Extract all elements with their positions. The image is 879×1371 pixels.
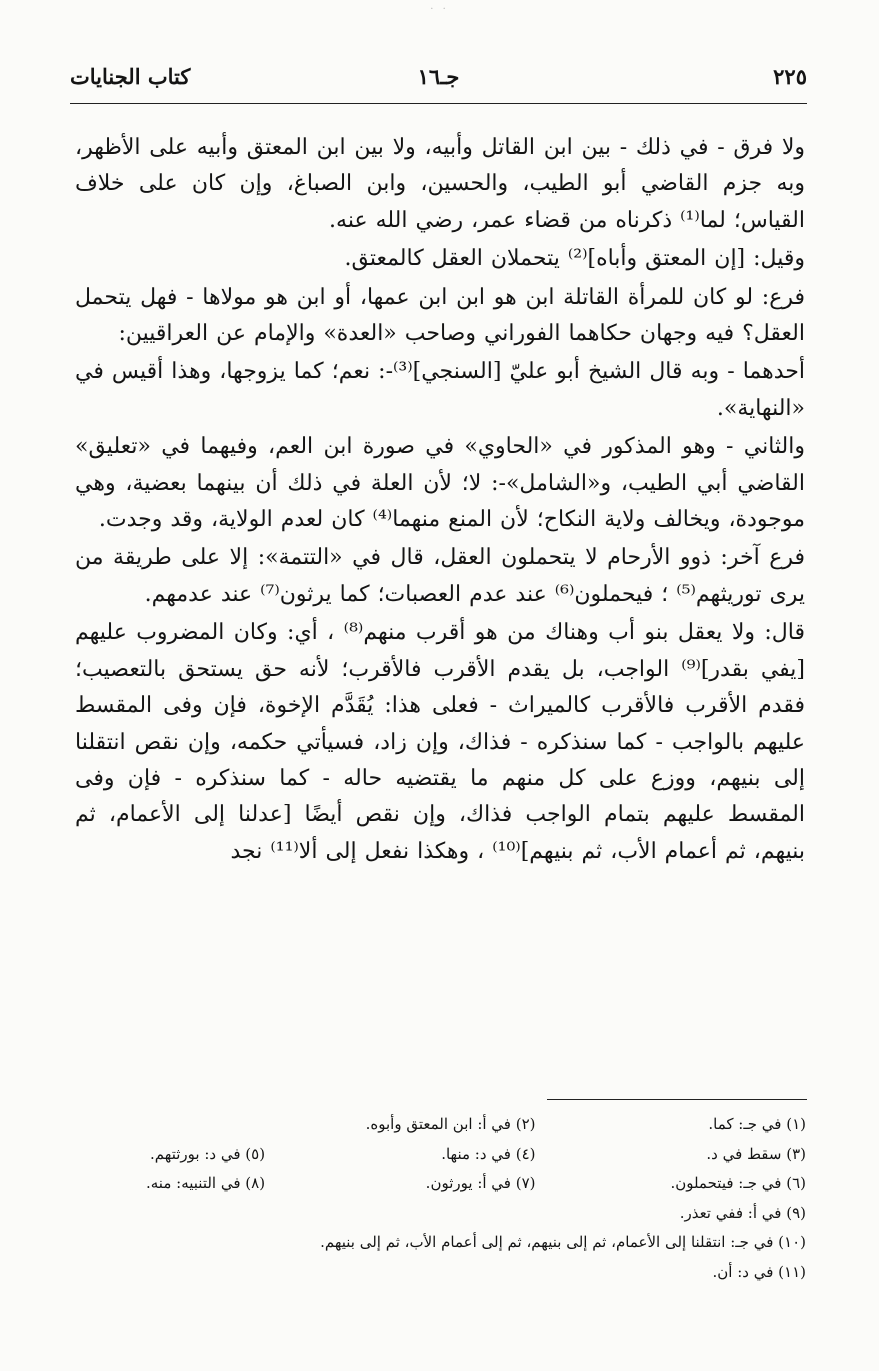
footnote: (٤) في د: منها.: [441, 1144, 536, 1163]
footnote-row: [75, 1199, 806, 1229]
running-header: [70, 62, 807, 92]
footnote-divider: [547, 1099, 807, 1100]
footnote-row: [75, 1110, 806, 1140]
footnotes: [75, 1110, 806, 1287]
footnote: (٩) في أ: ففي تعذر.: [679, 1203, 806, 1222]
footnote: (٦) في جـ: فيتحملون.: [670, 1174, 806, 1192]
volume-label: جـ١٦: [417, 64, 460, 89]
paragraph: فرع: لو كان للمرأة القاتلة ابن هو ابن ابن عمها، أو ابن هو مولاها - فهل يتحمل العقل؟ فيه وجهان حكاهما الفوراني وصاحب «العدة» والإمام عن العراقيين:: [75, 284, 805, 347]
footnote: (٨) في التنبيه: منه.: [146, 1174, 266, 1192]
footnote: (٧) في أ: يورثون.: [425, 1174, 536, 1192]
footnote: (٥) في د: بورثتهم.: [150, 1144, 266, 1163]
footnote: (٣) سقط في د.: [706, 1144, 806, 1163]
paragraph: ولا فرق - في ذلك - بين ابن القاتل وأبيه، ولا بين ابن المعتق وأبيه على الأظهر، وبه جزم القاضي أبو الطيب، والحسين، وابن الصباغ، وإن كان على خلاف القياس؛ لما⁽¹⁾ ذكرناه من قضاء عمر، رضي الله عنه.: [75, 135, 805, 233]
footnote-row: [75, 1140, 806, 1170]
page-number: ٢٢٥: [773, 64, 807, 89]
header-divider: [70, 103, 807, 104]
paragraph: أحدهما - وبه قال الشيخ أبو عليّ [السنجي]⁽³⁾-: نعم؛ كما يزوجها، وهذا أقيس في «النهاية».: [75, 359, 805, 421]
top-ornament: · ·: [430, 4, 449, 15]
paragraph: فرع آخر: ذوو الأرحام لا يتحملون العقل، قال في «التتمة»: إلا على طريقة من يرى توريثهم⁽⁵⁾ ؛ فيحملون⁽⁶⁾ عند عدم العصبات؛ كما يرثون⁽⁷⁾ عند عدمهم.: [75, 545, 805, 607]
footnote-row: [75, 1258, 806, 1288]
footnote: (٢) في أ: ابن المعتق وأبوه.: [365, 1115, 536, 1133]
main-text: [75, 130, 805, 872]
footnote: (١٠) في جـ: انتقلنا إلى الأعمام، ثم إلى بنيهم، ثم إلى أعمام الأب، ثم إلى بنيهم.: [320, 1233, 806, 1251]
footnote: (١) في جـ: كما.: [708, 1115, 806, 1133]
paragraph: وقيل: [إن المعتق وأباه]⁽²⁾ يتحملان العقل كالمعتق.: [344, 246, 805, 272]
paragraph: والثاني - وهو المذكور في «الحاوي» في صورة ابن العم، وفيهما في «تعليق» القاضي أبي الطيب، و«الشامل»-: لا؛ لأن العلة في ذلك أن بينهما بعضية، وهي موجودة، ويخالف ولاية النكاح؛ لأن المنع منهما⁽⁴⁾ كان لعدم الولاية، وقد وجدت.: [75, 434, 805, 533]
footnote-row: [75, 1169, 806, 1199]
footnote-row: [75, 1228, 806, 1258]
footnote: (١١) في د: أن.: [712, 1262, 806, 1281]
paragraph: قال: ولا يعقل بنو أب وهناك من هو أقرب منهم⁽⁸⁾ ، أي: وكان المضروب عليهم [يفي بقدر]⁽⁹⁾ الواجب، بل يقدم الأقرب فالأقرب؛ لأنه حق يستحق بالتعصيب؛ فقدم الأقرب فالأقرب كالميراث - فعلى هذا: يُقَدَّم الإخوة، فإن وفى المقسط عليهم بالواجب - كما سنذكره - فذاك، وإن زاد، فسيأتي حكمه، وإن نقص انتقلنا إلى بنيهم، ووزع على كل منهم ما يقتضيه حاله - كما سنذكره - فإن وفى المقسط عليهم بتمام الواجب فذاك، وإن نقص أيضًا [عدلنا إلى الأعمام، ثم بنيهم، ثم أعمام الأب، ثم بنيهم]⁽¹⁰⁾ ، وهكذا نفعل إلى ألا⁽¹¹⁾ نجد: [75, 620, 805, 864]
book-title: كتاب الجنايات: [70, 64, 191, 89]
